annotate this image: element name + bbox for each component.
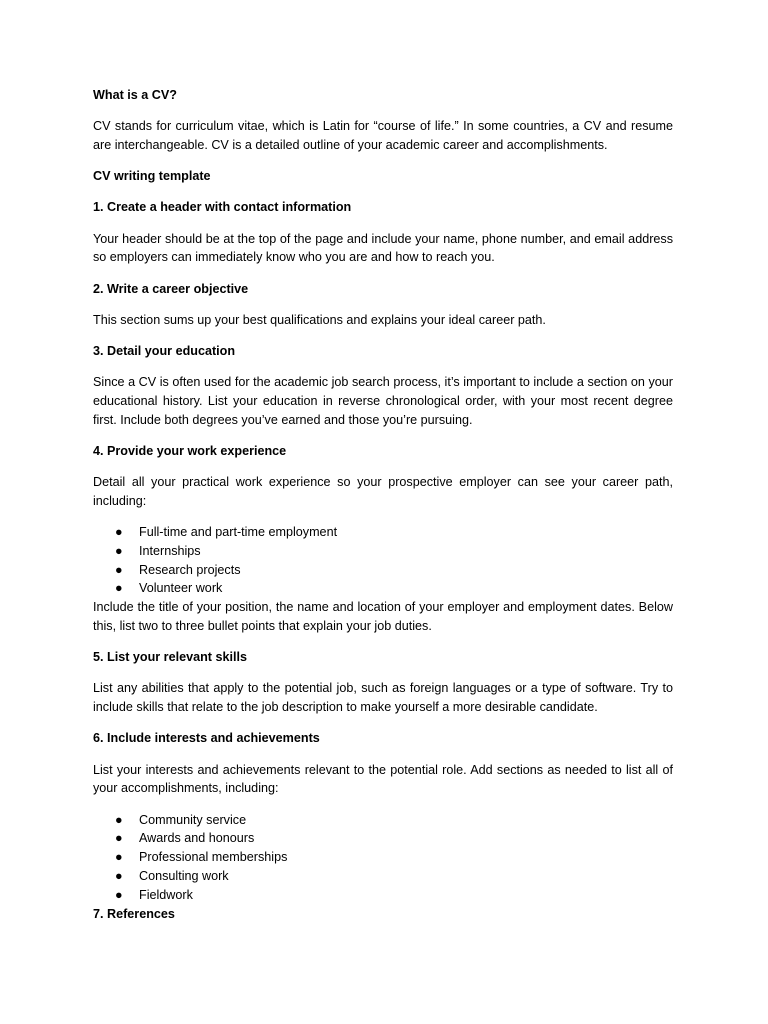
list-item-text: Consulting work — [139, 868, 229, 883]
list-item-text: Internships — [139, 543, 201, 558]
bullet-icon: ● — [115, 562, 123, 577]
section-3-body: Since a CV is often used for the academic job search process, it’s important to include a section on your educational history. List your education in reverse chronological order, with your most recent degree first. Include both degrees you’ve earned and those you’re pursuing. — [93, 375, 673, 427]
section-3-heading: 3. Detail your education — [93, 343, 236, 358]
list-item-text: Full-time and part-time employment — [139, 525, 338, 540]
section-4-heading: 4. Provide your work experience — [93, 443, 287, 458]
bullet-icon: ● — [115, 831, 123, 846]
list-item — [93, 561, 673, 580]
list-item — [93, 829, 673, 848]
list-item-text: Volunteer work — [139, 581, 223, 596]
bullet-icon: ● — [115, 543, 123, 558]
list-item-text: Professional memberships — [139, 850, 288, 865]
bullet-icon: ● — [115, 525, 123, 540]
list-item — [93, 579, 673, 598]
list-item — [93, 867, 673, 886]
bullet-icon: ● — [115, 581, 123, 596]
section-6-heading: 6. Include interests and achievements — [93, 731, 320, 746]
bullet-icon: ● — [115, 812, 123, 827]
bullet-icon: ● — [115, 887, 123, 902]
section-2-heading: 2. Write a career objective — [93, 281, 249, 296]
section-2-body: This section sums up your best qualifications and explains your ideal career path. — [93, 312, 546, 327]
section-6-body: List your interests and achievements relevant to the potential role. Add sections as needed to list all of your accomplishments, including: — [93, 762, 673, 796]
section-5-body: List any abilities that apply to the potential job, such as foreign languages or a type of software. Try to include skills that relate to the job description to make yourself a more desirable candidate. — [93, 681, 673, 715]
document-page — [93, 86, 673, 936]
section-4-after: Include the title of your position, the name and location of your employer and employment dates. Below this, list two to three bullet points that explain your job duties. — [93, 600, 673, 634]
intro-paragraph: CV stands for curriculum vitae, which is Latin for “course of life.” In some countries, a CV and resume are interchangeable. CV is a detailed outline of your academic career and accomplishments. — [93, 119, 673, 152]
list-item-text: Research projects — [139, 562, 241, 577]
list-item — [93, 811, 673, 830]
section-7-heading: 7. References — [93, 906, 175, 921]
section-1-body: Your header should be at the top of the page and include your name, phone number, and email address so employers can immediately know who you are and how to reach you. — [93, 231, 673, 265]
list-item — [93, 523, 673, 542]
document-title: What is a CV? — [93, 88, 177, 102]
section-1-heading: 1. Create a header with contact information — [93, 200, 352, 215]
bullet-icon: ● — [115, 868, 123, 883]
list-item-text: Community service — [139, 812, 247, 827]
section-4-body: Detail all your practical work experience so your prospective employer can see your career path, including: — [93, 475, 673, 508]
accomplishments-list — [93, 811, 673, 905]
work-experience-list — [93, 523, 673, 598]
list-item — [93, 542, 673, 561]
section-5-heading: 5. List your relevant skills — [93, 650, 247, 665]
list-item-text: Fieldwork — [139, 887, 193, 902]
bullet-icon: ● — [115, 850, 123, 865]
template-heading: CV writing template — [93, 169, 211, 184]
list-item — [93, 886, 673, 905]
list-item-text: Awards and honours — [139, 831, 255, 846]
list-item — [93, 848, 673, 867]
